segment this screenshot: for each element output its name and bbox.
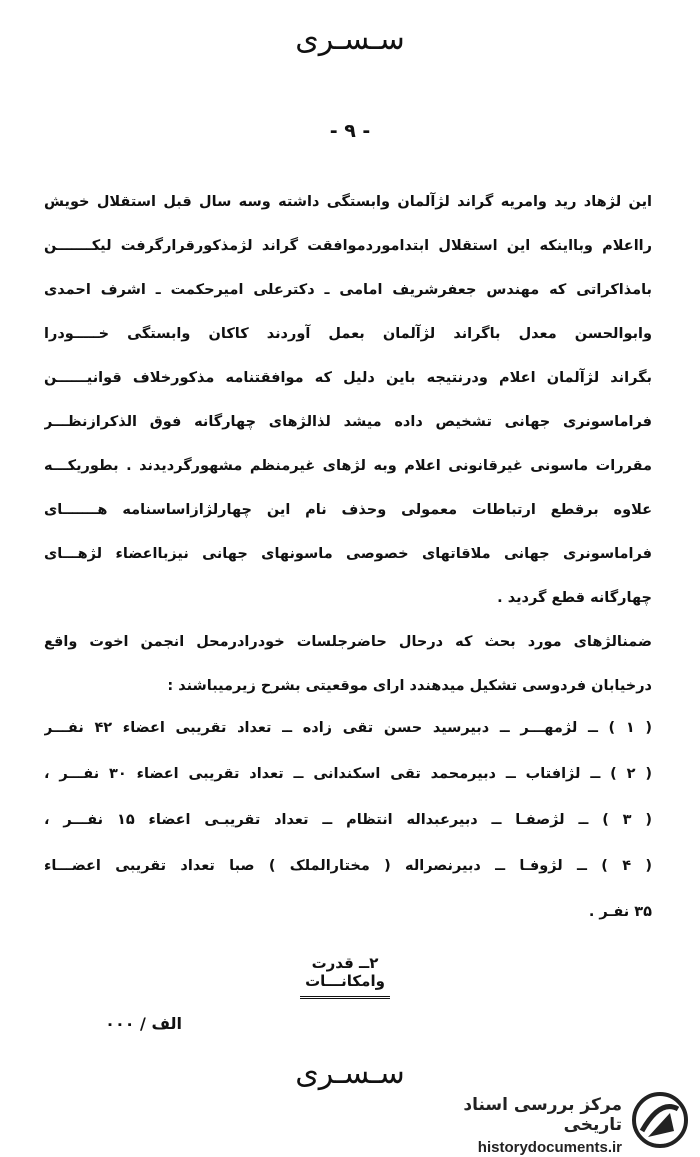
list-item: ( ۱ ) ــ لژمهـــر ــ دبیرسید حسن تقی زاده ــ تعداد تقریبی اعضاء ۴۲ نفـــر xyxy=(44,720,652,736)
body-line: این لژهاد رید وامریه گراند لژآلمان وابستگی داشته وسه سال قبل استقلال خویش xyxy=(44,194,652,210)
lodge-list xyxy=(44,720,652,944)
list-item: ( ۴ ) ــ لژوفـا ــ دبیرنصراله ( مختارالملک ) صبا تعداد تقریبی اعضـــاء xyxy=(44,858,652,874)
body-line: وابوالحسن معدل باگراند لژآلمان بعمل آوردند کاکان وابستگی خـــــودرا xyxy=(44,326,652,342)
classification-top: سـسـرى xyxy=(295,22,405,57)
section-heading: ۲ــ قدرت وامکانـــات xyxy=(300,954,390,999)
page-number: - ۹ - xyxy=(329,120,371,142)
body-line: بامذاکراتی که مهندس جعفرشریف امامی ـ دکترعلی امیرحکمت ـ اشرف احمدی xyxy=(44,282,652,298)
archive-logo-icon xyxy=(630,1091,690,1149)
body-line: فراماسونری جهانی ملاقاتهای خصوصی ماسونهای جهانی نیزبااعضاء لژهـــای xyxy=(44,546,652,562)
body-line: علاوه برقطع ارتباطات معمولی وحذف نام این چهارلژازاساسنامه هـــــــای xyxy=(44,502,652,518)
body-line: مقررات ماسونی غیرقانونی اعلام وبه لژهای غیرمنظم مشهورگردیدند . بطوریکـــه xyxy=(44,458,652,474)
list-item: ( ۳ ) ــ لژصفـا ــ دبیرعبداله انتظام ــ تعداد تقریبـی اعضاء ۱۵ نفـــر ، xyxy=(44,812,652,828)
body-line: بگراند لژآلمان اعلام ودرنتیجه باین دلیل که موافقتنامه مذکورخلاف قوانیــــــن xyxy=(44,370,652,386)
body-line: فراماسونری جهانی تشخیص داده میشد لذالژهای چهارگانه فوق الذکرازنظـــر xyxy=(44,414,652,430)
watermark xyxy=(422,1091,692,1156)
reference-number: الف / ۰۰۰ xyxy=(105,1014,182,1033)
list-item-continuation: ۳۵ نفـر . xyxy=(588,904,652,920)
body-line: رااعلام وبااینکه این استقلال ابتداموردموافقت گراند لژمذکورقرارگرفت لیکـــــــن xyxy=(44,238,652,254)
body-line: چهارگانه قطع گردید . xyxy=(497,590,652,606)
classification-bottom: سـسـرى xyxy=(295,1056,405,1091)
body-line: ضمنالژهای مورد بحث که درحال حاضرجلسات خودرادرمحل انجمن اخوت واقع xyxy=(44,634,652,650)
watermark-title: مرکز بررسی اسناد تاریخی xyxy=(463,1095,622,1135)
list-item: ( ۲ ) ــ لژآفتاب ــ دبیرمحمد تقی اسکندانی ــ تعداد تقریبی اعضاء ۳۰ نفـــر ، xyxy=(44,766,652,782)
body-line: درخیابان فردوسی تشکیل میدهندد ارای موقعیتی بشرح زیرمیباشند : xyxy=(167,678,652,694)
body-text xyxy=(44,180,652,708)
watermark-url: historydocuments.ir xyxy=(477,1139,622,1156)
